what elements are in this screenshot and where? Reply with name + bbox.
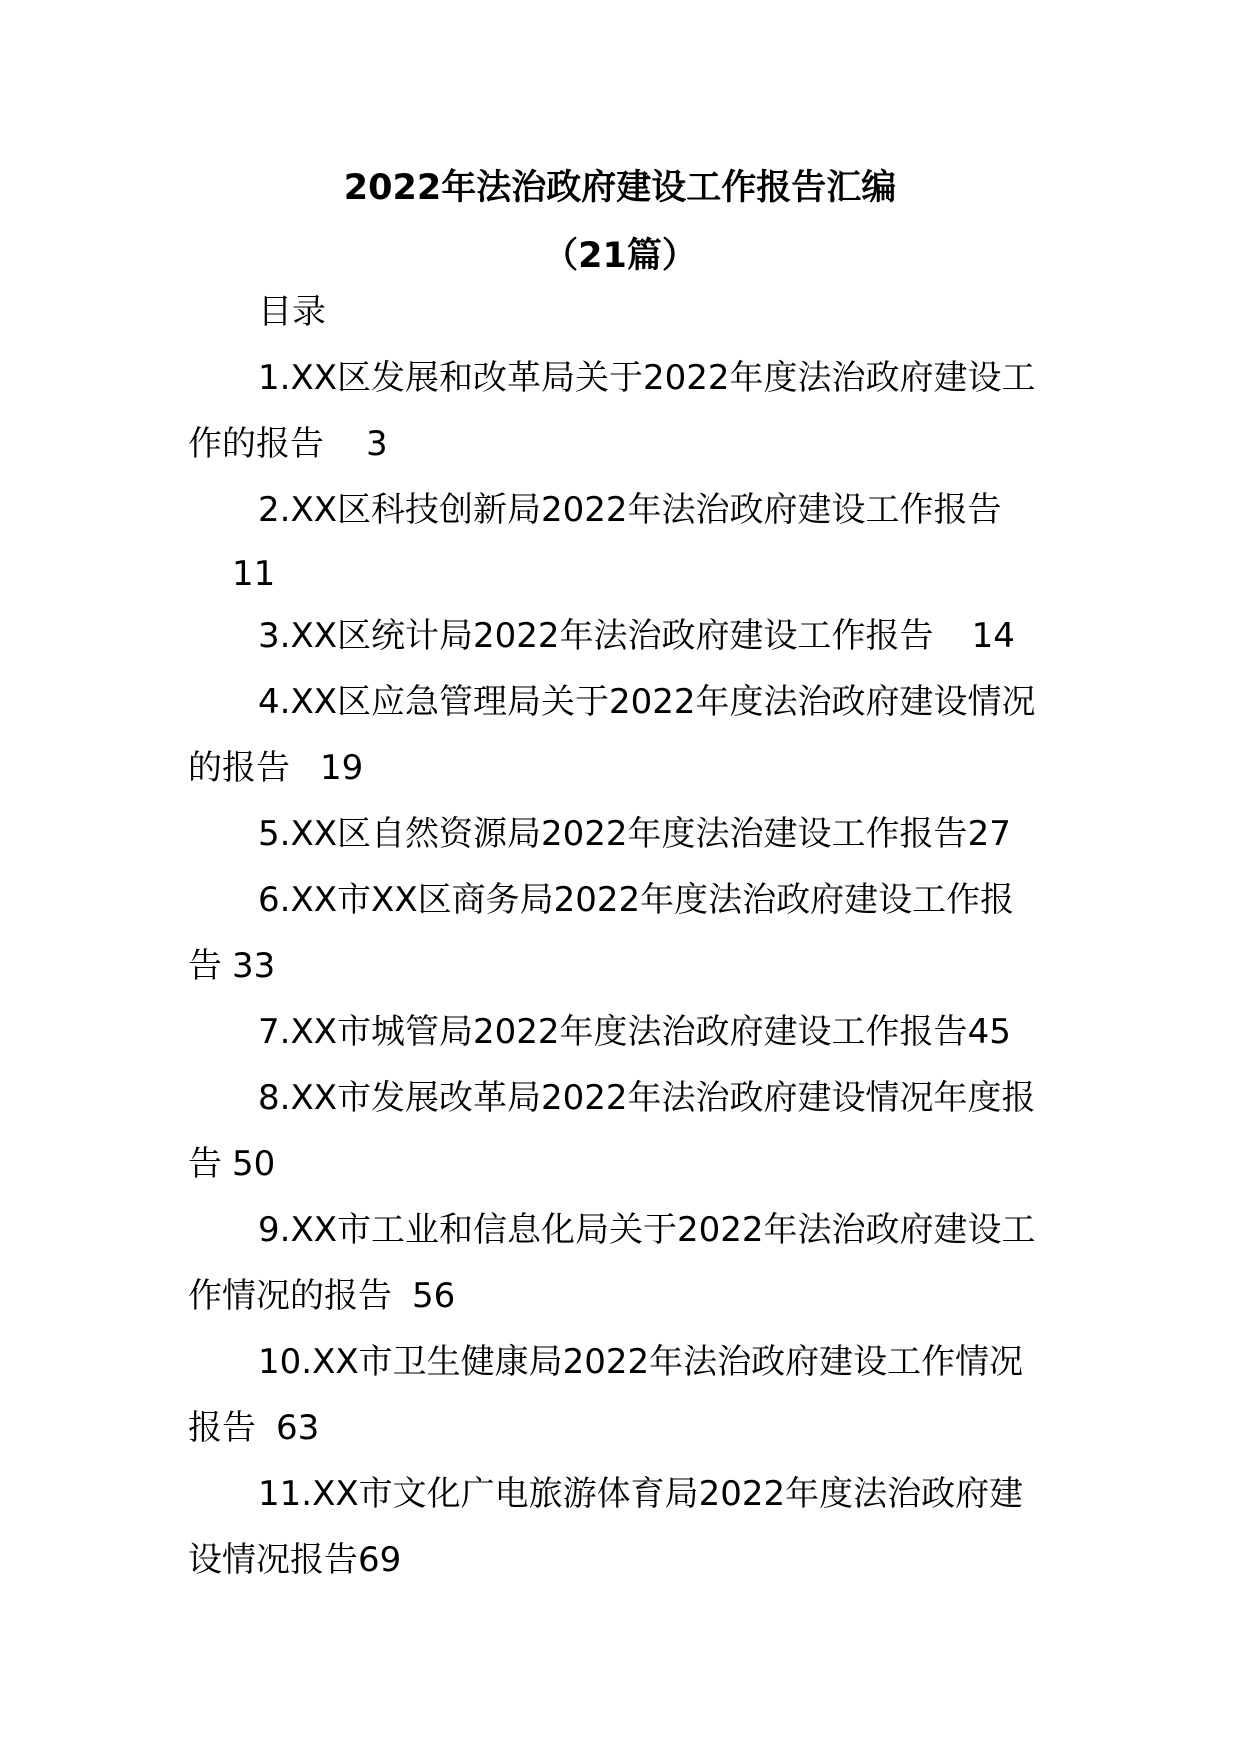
- toc-entry-1-page: 3: [366, 424, 388, 464]
- toc-entry-8-line1: 8.XX市发展改革局2022年法治政府建设情况年度报: [258, 1078, 1036, 1118]
- toc-entry-2-line1: 2.XX区科技创新局2022年法治政府建设工作报告: [258, 490, 1002, 530]
- toc-entry-4-page: 19: [320, 748, 364, 788]
- toc-entry-6-line1: 6.XX市XX区商务局2022年度法治政府建设工作报: [258, 880, 1015, 920]
- toc-entry-7-line1: [258, 1010, 1011, 1054]
- toc-entry-4-text: 的报告: [188, 748, 290, 788]
- toc-entry-8-line2: [188, 1142, 275, 1186]
- toc-entry-8-text: 告: [188, 1144, 222, 1184]
- toc-entry-8-page: 50: [232, 1144, 276, 1184]
- toc-entry-9-page: 56: [412, 1276, 456, 1316]
- toc-entry-9-line2: [188, 1274, 455, 1318]
- toc-entry-11-page: 69: [358, 1540, 402, 1580]
- toc-entry-1-text: 作的报告: [188, 424, 324, 464]
- toc-entry-6-line2: [188, 944, 275, 988]
- toc-entry-2-page: 11: [232, 554, 276, 594]
- document-title: 2022年法治政府建设工作报告汇编: [343, 168, 897, 208]
- toc-entry-4-line2: [188, 746, 363, 790]
- toc-entry-5-page: 27: [967, 814, 1011, 854]
- toc-entry-10-line1: 10.XX市卫生健康局2022年法治政府建设工作情况: [258, 1342, 1024, 1382]
- toc-entry-10-page: 63: [276, 1408, 320, 1448]
- toc-entry-11-line2: [188, 1538, 401, 1582]
- toc-entry-3-line1: [258, 614, 1015, 658]
- toc-entry-3-text: 3.XX区统计局2022年法治政府建设工作报告: [258, 616, 934, 656]
- toc-entry-7-text: 7.XX市城管局2022年度法治政府建设工作报告: [258, 1012, 968, 1052]
- toc-entry-10-line2: [188, 1406, 319, 1450]
- toc-entry-11-line1: 11.XX市文化广电旅游体育局2022年度法治政府建: [258, 1474, 1024, 1514]
- toc-entry-4-line1: 4.XX区应急管理局关于2022年度法治政府建设情况: [258, 682, 1036, 722]
- toc-entry-9-text: 作情况的报告: [188, 1276, 392, 1316]
- toc-entry-1-line2: [188, 422, 388, 466]
- toc-entry-1-line1: 1.XX区发展和改革局关于2022年度法治政府建设工: [258, 358, 1036, 398]
- toc-heading: 目录: [258, 292, 326, 332]
- document-subtitle: （21篇）: [543, 236, 697, 276]
- toc-entry-6-page: 33: [232, 946, 276, 986]
- toc-entry-7-page: 45: [967, 1012, 1011, 1052]
- toc-entry-10-text: 报告: [188, 1408, 256, 1448]
- toc-entry-11-text: 设情况报告: [188, 1540, 358, 1580]
- toc-entry-9-line1: 9.XX市工业和信息化局关于2022年法治政府建设工: [258, 1210, 1036, 1250]
- toc-entry-5-text: 5.XX区自然资源局2022年度法治建设工作报告: [258, 814, 968, 854]
- toc-entry-6-text: 告: [188, 946, 222, 986]
- toc-entry-5-line1: [258, 812, 1011, 856]
- toc-entry-3-page: 14: [971, 616, 1015, 656]
